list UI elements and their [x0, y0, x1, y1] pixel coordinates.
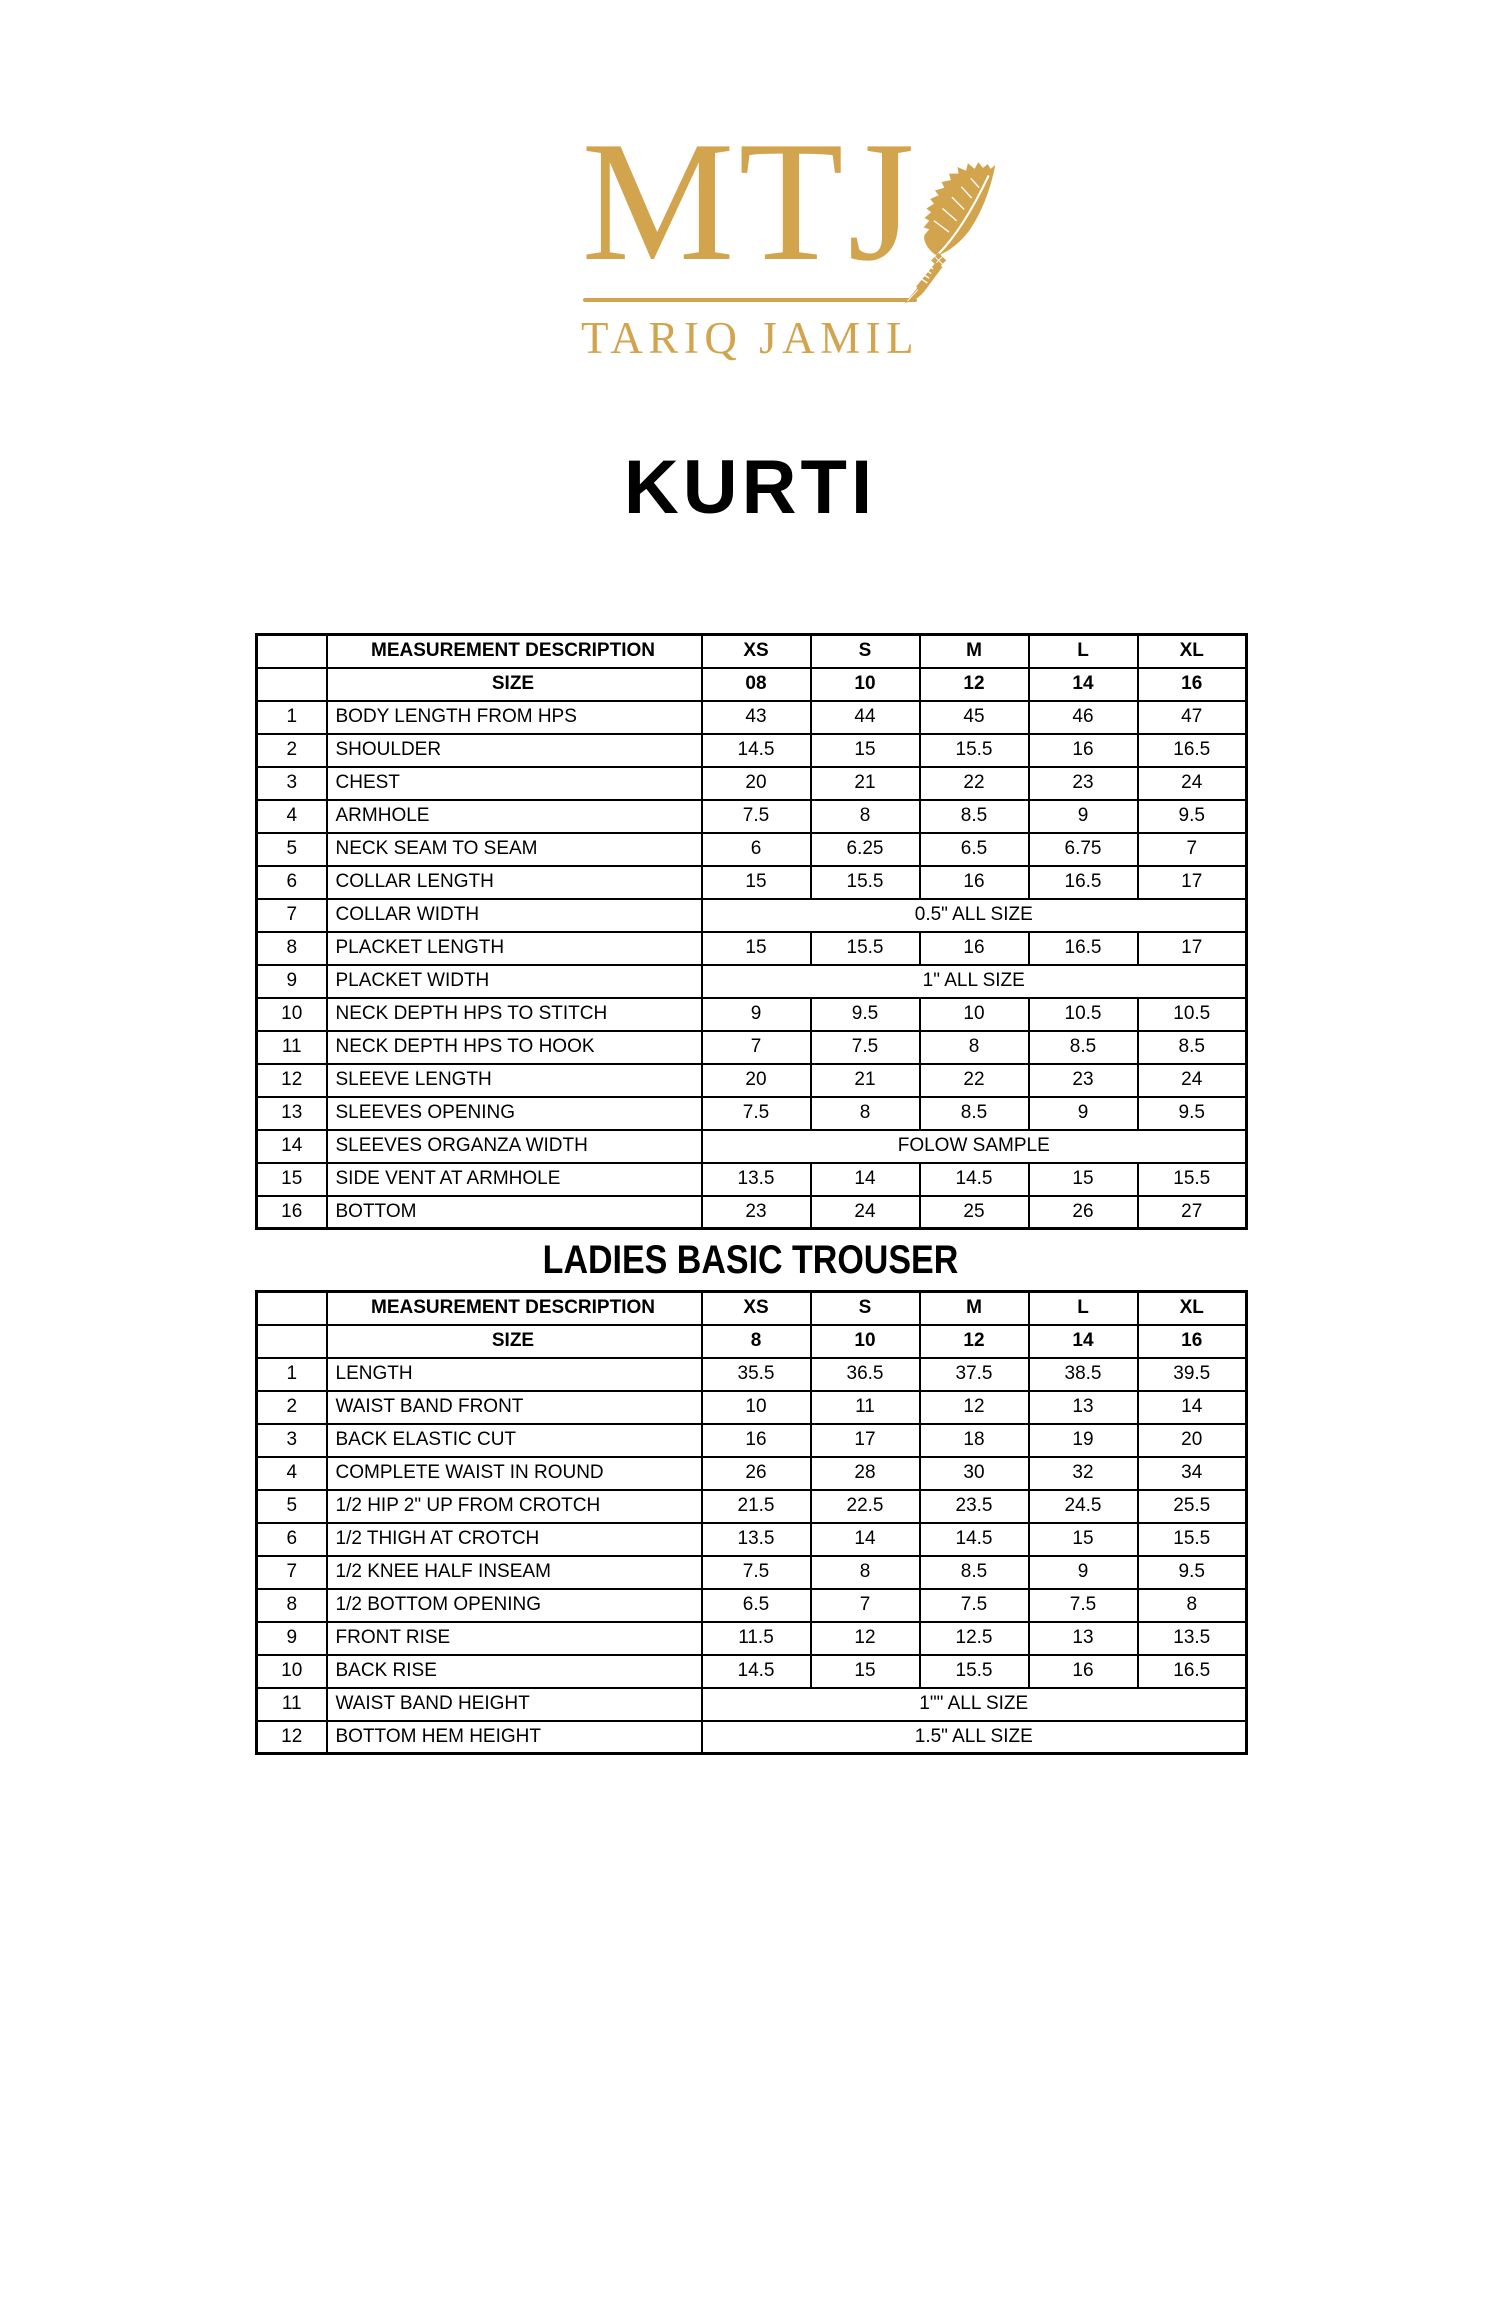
value-cell: 26 — [702, 1457, 811, 1490]
measurement-row — [257, 932, 1247, 965]
row-number-cell: 9 — [257, 965, 327, 998]
row-number-cell: 1 — [257, 701, 327, 734]
brand-name: TARIQ JAMIL — [580, 313, 920, 363]
value-cell: 9 — [1029, 1097, 1138, 1130]
value-cell: 35.5 — [702, 1358, 811, 1391]
value-cell: 8.5 — [1138, 1031, 1247, 1064]
value-cell: 23 — [1029, 767, 1138, 800]
value-cell: 9.5 — [1138, 1097, 1247, 1130]
measurement-label-cell: NECK DEPTH HPS TO STITCH — [327, 998, 702, 1031]
measurement-label-cell: ARMHOLE — [327, 800, 702, 833]
measurement-row — [257, 899, 1247, 932]
value-cell: 7.5 — [702, 1556, 811, 1589]
measurement-row — [257, 1031, 1247, 1064]
row-number-cell: 12 — [257, 1064, 327, 1097]
size-number-cell: 12 — [920, 1325, 1029, 1358]
all-size-value-cell: 0.5" ALL SIZE — [702, 899, 1247, 932]
row-number-cell: 16 — [257, 1196, 327, 1229]
value-cell: 11.5 — [702, 1622, 811, 1655]
value-cell: 47 — [1138, 701, 1247, 734]
value-cell: 13.5 — [702, 1523, 811, 1556]
value-cell: 9 — [1029, 800, 1138, 833]
value-cell: 45 — [920, 701, 1029, 734]
size-column-header: XS — [702, 1292, 811, 1325]
value-cell: 8 — [1138, 1589, 1247, 1622]
value-cell: 14.5 — [920, 1523, 1029, 1556]
value-cell: 6.75 — [1029, 833, 1138, 866]
value-cell: 14 — [811, 1523, 920, 1556]
value-cell: 17 — [811, 1424, 920, 1457]
value-cell: 30 — [920, 1457, 1029, 1490]
value-cell: 8 — [811, 800, 920, 833]
measurement-label-cell: SLEEVE LENGTH — [327, 1064, 702, 1097]
size-row — [257, 668, 1247, 701]
row-number-cell: 4 — [257, 1457, 327, 1490]
trouser-section-title-text: LADIES BASIC TROUSER — [542, 1238, 958, 1282]
all-size-value-cell: FOLOW SAMPLE — [702, 1130, 1247, 1163]
kurti-size-table — [255, 633, 1248, 1230]
value-cell: 19 — [1029, 1424, 1138, 1457]
value-cell: 14 — [811, 1163, 920, 1196]
value-cell: 36.5 — [811, 1358, 920, 1391]
measurement-label-cell: COMPLETE WAIST IN ROUND — [327, 1457, 702, 1490]
value-cell: 25 — [920, 1196, 1029, 1229]
size-number-cell: 10 — [811, 668, 920, 701]
measurement-label-cell: 1/2 THIGH AT CROTCH — [327, 1523, 702, 1556]
value-cell: 23.5 — [920, 1490, 1029, 1523]
value-cell: 39.5 — [1138, 1358, 1247, 1391]
measurement-row — [257, 1196, 1247, 1229]
value-cell: 22 — [920, 1064, 1029, 1097]
value-cell: 8 — [811, 1556, 920, 1589]
value-cell: 14.5 — [702, 1655, 811, 1688]
value-cell: 14.5 — [920, 1163, 1029, 1196]
value-cell: 21.5 — [702, 1490, 811, 1523]
row-number-cell: 13 — [257, 1097, 327, 1130]
row-number-cell: 2 — [257, 734, 327, 767]
measurement-row — [257, 1490, 1247, 1523]
row-number-cell: 10 — [257, 1655, 327, 1688]
corner-cell — [257, 668, 327, 701]
value-cell: 6.25 — [811, 833, 920, 866]
row-number-cell: 7 — [257, 899, 327, 932]
size-label-cell: SIZE — [327, 1325, 702, 1358]
value-cell: 43 — [702, 701, 811, 734]
corner-cell — [257, 1292, 327, 1325]
value-cell: 8.5 — [920, 1556, 1029, 1589]
value-cell: 7 — [811, 1589, 920, 1622]
value-cell: 16 — [1029, 734, 1138, 767]
measurement-label-cell: NECK DEPTH HPS TO HOOK — [327, 1031, 702, 1064]
value-cell: 8.5 — [1029, 1031, 1138, 1064]
measurement-row — [257, 767, 1247, 800]
value-cell: 8.5 — [920, 800, 1029, 833]
value-cell: 24 — [811, 1196, 920, 1229]
value-cell: 15 — [1029, 1523, 1138, 1556]
value-cell: 16 — [702, 1424, 811, 1457]
size-number-cell: 16 — [1138, 668, 1247, 701]
measurement-row — [257, 701, 1247, 734]
value-cell: 15 — [702, 932, 811, 965]
value-cell: 27 — [1138, 1196, 1247, 1229]
value-cell: 10.5 — [1138, 998, 1247, 1031]
value-cell: 21 — [811, 767, 920, 800]
row-number-cell: 15 — [257, 1163, 327, 1196]
row-number-cell: 5 — [257, 833, 327, 866]
row-number-cell: 1 — [257, 1358, 327, 1391]
value-cell: 15.5 — [811, 866, 920, 899]
value-cell: 15.5 — [811, 932, 920, 965]
measurement-description-header: MEASUREMENT DESCRIPTION — [327, 635, 702, 668]
measurement-label-cell: BODY LENGTH FROM HPS — [327, 701, 702, 734]
all-size-value-cell: 1" ALL SIZE — [702, 965, 1247, 998]
logo-underline — [583, 298, 917, 302]
row-number-cell: 14 — [257, 1130, 327, 1163]
size-row — [257, 1325, 1247, 1358]
value-cell: 13.5 — [1138, 1622, 1247, 1655]
value-cell: 24 — [1138, 767, 1247, 800]
value-cell: 9 — [1029, 1556, 1138, 1589]
size-label-cell: SIZE — [327, 668, 702, 701]
value-cell: 32 — [1029, 1457, 1138, 1490]
measurement-label-cell: WAIST BAND FRONT — [327, 1391, 702, 1424]
size-number-cell: 8 — [702, 1325, 811, 1358]
measurement-row — [257, 1457, 1247, 1490]
measurement-label-cell: PLACKET LENGTH — [327, 932, 702, 965]
value-cell: 15 — [702, 866, 811, 899]
all-size-value-cell: 1"" ALL SIZE — [702, 1688, 1247, 1721]
row-number-cell: 5 — [257, 1490, 327, 1523]
feather-quill-icon — [900, 162, 1000, 304]
brand-logo — [490, 107, 1010, 363]
value-cell: 9 — [702, 998, 811, 1031]
row-number-cell: 7 — [257, 1556, 327, 1589]
row-number-cell: 9 — [257, 1622, 327, 1655]
size-column-header: XL — [1138, 635, 1247, 668]
value-cell: 7.5 — [702, 800, 811, 833]
value-cell: 16.5 — [1138, 734, 1247, 767]
value-cell: 15.5 — [1138, 1163, 1247, 1196]
value-cell: 15 — [1029, 1163, 1138, 1196]
value-cell: 20 — [1138, 1424, 1247, 1457]
measurement-label-cell: 1/2 HIP 2" UP FROM CROTCH — [327, 1490, 702, 1523]
value-cell: 12 — [811, 1622, 920, 1655]
size-column-header: L — [1029, 1292, 1138, 1325]
value-cell: 22.5 — [811, 1490, 920, 1523]
measurement-row — [257, 1130, 1247, 1163]
row-number-cell: 10 — [257, 998, 327, 1031]
value-cell: 16.5 — [1029, 932, 1138, 965]
measurement-row — [257, 1424, 1247, 1457]
size-number-cell: 16 — [1138, 1325, 1247, 1358]
value-cell: 46 — [1029, 701, 1138, 734]
value-cell: 7.5 — [920, 1589, 1029, 1622]
size-column-header: M — [920, 1292, 1029, 1325]
measurement-description-header: MEASUREMENT DESCRIPTION — [327, 1292, 702, 1325]
measurement-label-cell: WAIST BAND HEIGHT — [327, 1688, 702, 1721]
value-cell: 16 — [1029, 1655, 1138, 1688]
value-cell: 13.5 — [702, 1163, 811, 1196]
corner-cell — [257, 635, 327, 668]
row-number-cell: 3 — [257, 1424, 327, 1457]
size-number-cell: 08 — [702, 668, 811, 701]
measurement-label-cell: 1/2 BOTTOM OPENING — [327, 1589, 702, 1622]
row-number-cell: 11 — [257, 1688, 327, 1721]
value-cell: 17 — [1138, 932, 1247, 965]
measurement-label-cell: SLEEVES ORGANZA WIDTH — [327, 1130, 702, 1163]
value-cell: 24.5 — [1029, 1490, 1138, 1523]
measurement-label-cell: LENGTH — [327, 1358, 702, 1391]
measurement-label-cell: CHEST — [327, 767, 702, 800]
row-number-cell: 11 — [257, 1031, 327, 1064]
measurement-label-cell: FRONT RISE — [327, 1622, 702, 1655]
measurement-label-cell: BOTTOM HEM HEIGHT — [327, 1721, 702, 1754]
measurement-row — [257, 1622, 1247, 1655]
row-number-cell: 8 — [257, 932, 327, 965]
value-cell: 24 — [1138, 1064, 1247, 1097]
value-cell: 21 — [811, 1064, 920, 1097]
logo-monogram: MTJ — [581, 107, 919, 297]
measurement-row — [257, 866, 1247, 899]
value-cell: 15 — [811, 1655, 920, 1688]
value-cell: 6.5 — [702, 1589, 811, 1622]
size-column-header: M — [920, 635, 1029, 668]
value-cell: 20 — [702, 767, 811, 800]
measurement-label-cell: BACK ELASTIC CUT — [327, 1424, 702, 1457]
row-number-cell: 8 — [257, 1589, 327, 1622]
size-column-header: XL — [1138, 1292, 1247, 1325]
value-cell: 6 — [702, 833, 811, 866]
value-cell: 8 — [811, 1097, 920, 1130]
measurement-label-cell: NECK SEAM TO SEAM — [327, 833, 702, 866]
value-cell: 7 — [702, 1031, 811, 1064]
value-cell: 7.5 — [1029, 1589, 1138, 1622]
value-cell: 14 — [1138, 1391, 1247, 1424]
value-cell: 25.5 — [1138, 1490, 1247, 1523]
value-cell: 11 — [811, 1391, 920, 1424]
value-cell: 16 — [920, 932, 1029, 965]
value-cell: 18 — [920, 1424, 1029, 1457]
size-number-cell: 14 — [1029, 1325, 1138, 1358]
value-cell: 15.5 — [920, 734, 1029, 767]
value-cell: 37.5 — [920, 1358, 1029, 1391]
value-cell: 6.5 — [920, 833, 1029, 866]
measurement-row — [257, 1097, 1247, 1130]
value-cell: 7.5 — [811, 1031, 920, 1064]
measurement-row — [257, 734, 1247, 767]
value-cell: 22 — [920, 767, 1029, 800]
measurement-label-cell: SHOULDER — [327, 734, 702, 767]
measurement-row — [257, 1589, 1247, 1622]
measurement-label-cell: COLLAR WIDTH — [327, 899, 702, 932]
all-size-value-cell: 1.5" ALL SIZE — [702, 1721, 1247, 1754]
value-cell: 23 — [1029, 1064, 1138, 1097]
value-cell: 28 — [811, 1457, 920, 1490]
value-cell: 15.5 — [920, 1655, 1029, 1688]
value-cell: 7 — [1138, 833, 1247, 866]
measurement-row — [257, 1391, 1247, 1424]
value-cell: 34 — [1138, 1457, 1247, 1490]
value-cell: 38.5 — [1029, 1358, 1138, 1391]
measurement-row — [257, 1556, 1247, 1589]
kurti-section-title: KURTI — [623, 445, 877, 530]
measurement-label-cell: BOTTOM — [327, 1196, 702, 1229]
value-cell: 17 — [1138, 866, 1247, 899]
row-number-cell: 4 — [257, 800, 327, 833]
measurement-row — [257, 833, 1247, 866]
value-cell: 13 — [1029, 1391, 1138, 1424]
trouser-section-title — [0, 1240, 1500, 1280]
value-cell: 20 — [702, 1064, 811, 1097]
measurement-label-cell: COLLAR LENGTH — [327, 866, 702, 899]
measurement-row — [257, 965, 1247, 998]
trouser-size-table — [255, 1290, 1248, 1755]
value-cell: 12.5 — [920, 1622, 1029, 1655]
row-number-cell: 6 — [257, 1523, 327, 1556]
value-cell: 12 — [920, 1391, 1029, 1424]
value-cell: 14.5 — [702, 734, 811, 767]
size-column-header: S — [811, 1292, 920, 1325]
value-cell: 9.5 — [1138, 800, 1247, 833]
measurement-label-cell: SIDE VENT AT ARMHOLE — [327, 1163, 702, 1196]
value-cell: 16.5 — [1029, 866, 1138, 899]
value-cell: 10.5 — [1029, 998, 1138, 1031]
measurement-row — [257, 1688, 1247, 1721]
measurement-row — [257, 800, 1247, 833]
value-cell: 10 — [702, 1391, 811, 1424]
corner-cell — [257, 1325, 327, 1358]
column-header-row — [257, 1292, 1247, 1325]
measurement-row — [257, 1721, 1247, 1754]
size-number-cell: 12 — [920, 668, 1029, 701]
value-cell: 8 — [920, 1031, 1029, 1064]
value-cell: 26 — [1029, 1196, 1138, 1229]
measurement-label-cell: 1/2 KNEE HALF INSEAM — [327, 1556, 702, 1589]
value-cell: 16.5 — [1138, 1655, 1247, 1688]
measurement-label-cell: BACK RISE — [327, 1655, 702, 1688]
size-column-header: L — [1029, 635, 1138, 668]
row-number-cell: 12 — [257, 1721, 327, 1754]
measurement-row — [257, 998, 1247, 1031]
size-number-cell: 14 — [1029, 668, 1138, 701]
row-number-cell: 2 — [257, 1391, 327, 1424]
value-cell: 23 — [702, 1196, 811, 1229]
value-cell: 9.5 — [1138, 1556, 1247, 1589]
value-cell: 15 — [811, 734, 920, 767]
value-cell: 16 — [920, 866, 1029, 899]
measurement-label-cell: SLEEVES OPENING — [327, 1097, 702, 1130]
measurement-row — [257, 1163, 1247, 1196]
column-header-row — [257, 635, 1247, 668]
value-cell: 9.5 — [811, 998, 920, 1031]
value-cell: 44 — [811, 701, 920, 734]
value-cell: 7.5 — [702, 1097, 811, 1130]
measurement-row — [257, 1064, 1247, 1097]
value-cell: 13 — [1029, 1622, 1138, 1655]
measurement-row — [257, 1523, 1247, 1556]
value-cell: 15.5 — [1138, 1523, 1247, 1556]
measurement-row — [257, 1358, 1247, 1391]
row-number-cell: 3 — [257, 767, 327, 800]
size-column-header: XS — [702, 635, 811, 668]
measurement-label-cell: PLACKET WIDTH — [327, 965, 702, 998]
row-number-cell: 6 — [257, 866, 327, 899]
measurement-row — [257, 1655, 1247, 1688]
size-column-header: S — [811, 635, 920, 668]
value-cell: 8.5 — [920, 1097, 1029, 1130]
size-number-cell: 10 — [811, 1325, 920, 1358]
value-cell: 10 — [920, 998, 1029, 1031]
